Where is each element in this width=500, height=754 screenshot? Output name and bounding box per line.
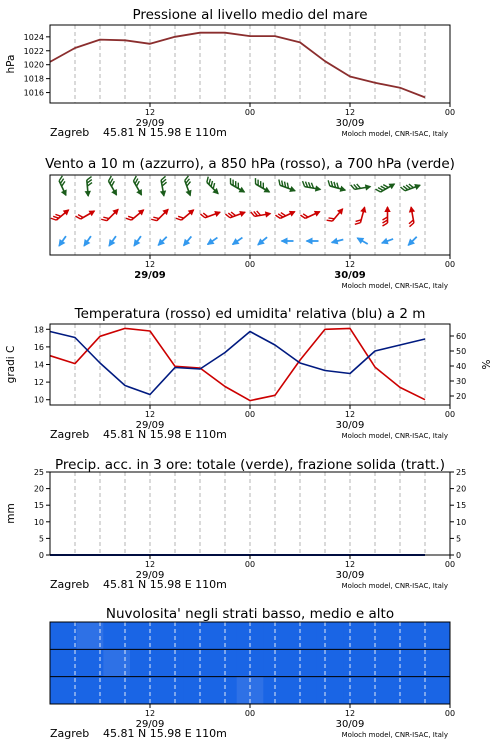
- location-city: Zagreb: [50, 428, 90, 441]
- date-label: 30/09: [335, 719, 365, 730]
- wind-barb-head: [111, 189, 120, 197]
- x-tick-label: 12: [344, 410, 356, 419]
- wind-barb: [406, 206, 418, 227]
- y-tick-label: 1020: [23, 60, 44, 70]
- wind-barb-feather: [228, 178, 233, 184]
- panel-title: Nuvolosita' negli strati basso, medio e alto: [105, 606, 395, 622]
- wind-barb: [400, 180, 422, 195]
- y-tick-label: 20: [33, 484, 44, 494]
- wind-barb: [83, 177, 93, 198]
- plot-border: [50, 324, 450, 405]
- wind-barb: [230, 235, 245, 248]
- cloud-cell: [370, 677, 397, 705]
- wind-barb: [255, 234, 269, 248]
- y-tick-label: 12: [33, 378, 44, 388]
- wind-arrow-head: [380, 238, 389, 247]
- wind-barb: [351, 182, 372, 194]
- y-tick-label-right: 40: [456, 362, 467, 371]
- y-tick-label: 1022: [23, 46, 44, 56]
- wind-barb: [104, 176, 121, 197]
- date-label: 30/09: [335, 570, 365, 581]
- panel-title: Vento a 10 m (azzurro), a 850 hPa (rosso), a 700 hPa (verde): [45, 156, 455, 172]
- y-tick-label: 10: [33, 395, 44, 405]
- cloud-cell: [183, 677, 210, 705]
- wind-barb-head: [408, 206, 415, 213]
- cloud-cell: [103, 677, 130, 705]
- date-label: 30/09: [335, 420, 365, 431]
- wind-barb: [131, 234, 144, 249]
- wind-barb: [383, 206, 391, 226]
- cloud-cell: [397, 677, 424, 705]
- cloud-cell: [317, 649, 344, 677]
- model-credit: Moloch model, CNR-ISAC, Italy: [341, 582, 448, 590]
- y-tick-label: 15: [33, 501, 44, 511]
- wind-barb-head: [340, 186, 347, 194]
- cloud-cell: [423, 622, 450, 650]
- y-tick-label: 10: [33, 517, 44, 527]
- date-label: 29/09: [135, 118, 165, 129]
- wind-barb-head: [61, 189, 69, 197]
- panel-title: Pressione al livello medio del mare: [132, 7, 368, 23]
- cloud-cell: [183, 649, 210, 677]
- x-tick-label: 12: [144, 410, 156, 419]
- y-tick-label-right: 15: [456, 501, 467, 511]
- wind-barb-head: [265, 210, 272, 217]
- wind-barb: [101, 205, 121, 225]
- wind-barb: [355, 205, 368, 226]
- y-tick-label-right: 25: [456, 468, 467, 477]
- location-coords: 45.81 N 15.98 E 110m: [103, 727, 227, 740]
- y-tick-label: 18: [33, 325, 44, 335]
- y-tick-label: 1016: [23, 88, 44, 98]
- wind-barb: [281, 238, 294, 245]
- x-tick-label: 12: [144, 709, 156, 718]
- cloud-cell: [210, 649, 237, 677]
- cloud-cell: [50, 677, 77, 705]
- wind-barb-feather: [277, 180, 282, 186]
- x-tick-label: 00: [444, 410, 456, 419]
- y-tick-label: 5: [38, 534, 44, 544]
- cloud-cell: [157, 649, 184, 677]
- location-city: Zagreb: [50, 727, 90, 740]
- wind-barb: [276, 180, 298, 195]
- y-axis-label: gradi C: [5, 345, 17, 384]
- cloud-cell: [50, 622, 77, 650]
- x-tick-label: 00: [444, 260, 456, 269]
- x-tick-label: 00: [244, 108, 256, 117]
- panel-title: Precip. acc. in 3 ore: totale (verde), frazione solida (tratt.): [55, 457, 445, 473]
- x-tick-label: 12: [144, 260, 156, 269]
- wind-barb: [300, 207, 322, 223]
- location-coords: 45.81 N 15.98 E 110m: [103, 578, 227, 591]
- cloud-cell: [130, 677, 157, 705]
- wind-barb-head: [214, 209, 222, 217]
- wind-barb: [405, 234, 419, 248]
- cloud-cell: [317, 622, 344, 650]
- model-credit: Moloch model, CNR-ISAC, Italy: [341, 282, 448, 290]
- wind-barb-head: [315, 185, 322, 192]
- temperature-line: [50, 328, 425, 400]
- cloud-cell: [263, 677, 290, 705]
- y-axis-label: mm: [5, 503, 17, 524]
- y-tick-label-right: 10: [456, 517, 467, 527]
- wind-barb: [202, 177, 222, 197]
- cloud-cell: [397, 649, 424, 677]
- wind-barb: [226, 178, 247, 195]
- wind-barb-head: [85, 191, 92, 198]
- date-label: 29/09: [135, 570, 165, 581]
- wind-barb: [251, 178, 272, 195]
- cloud-cell: [130, 649, 157, 677]
- wind-arrow-head: [306, 238, 313, 245]
- wind-barb: [51, 205, 72, 224]
- x-tick-label: 00: [244, 260, 256, 269]
- wind-barb: [81, 234, 94, 249]
- y-tick-label: 16: [33, 342, 44, 352]
- wind-barb: [306, 238, 319, 245]
- cloud-cell: [290, 649, 317, 677]
- x-tick-label: 00: [244, 709, 256, 718]
- wind-barb: [56, 234, 69, 249]
- wind-barb: [181, 176, 196, 198]
- wind-barb: [200, 207, 222, 222]
- wind-barb: [151, 205, 171, 225]
- y-tick-label: 25: [33, 468, 44, 477]
- cloud-cell: [423, 649, 450, 677]
- y-axis-label-right: %: [481, 359, 493, 370]
- x-tick-label: 12: [344, 709, 356, 718]
- wind-barb: [129, 176, 146, 197]
- wind-barb-feather: [327, 180, 331, 186]
- model-credit: Moloch model, CNR-ISAC, Italy: [341, 130, 448, 138]
- wind-barb: [225, 207, 247, 222]
- location-coords: 45.81 N 15.98 E 110m: [103, 428, 227, 441]
- wind-barb-head: [360, 205, 368, 212]
- cloud-cell: [210, 622, 237, 650]
- cloud-cell: [343, 649, 370, 677]
- wind-barb-feather: [253, 178, 258, 184]
- location-coords: 45.81 N 15.98 E 110m: [103, 126, 227, 139]
- cloud-cell: [317, 677, 344, 705]
- cloud-cell: [210, 677, 237, 705]
- date-label: 30/09: [335, 118, 365, 129]
- wind-barb: [355, 234, 370, 247]
- wind-barb: [75, 206, 96, 223]
- wind-barb-head: [289, 186, 297, 194]
- y-tick-label-right: 20: [456, 392, 467, 401]
- wind-barb-head: [414, 182, 422, 190]
- cloud-cell: [370, 622, 397, 650]
- cloud-cell: [290, 622, 317, 650]
- cloud-cell: [183, 622, 210, 650]
- cloud-cell: [263, 649, 290, 677]
- wind-barb: [155, 234, 169, 248]
- cloud-cell: [370, 649, 397, 677]
- date-label: 30/09: [334, 270, 366, 281]
- cloud-cell: [290, 677, 317, 705]
- date-label: 29/09: [134, 270, 166, 281]
- cloud-cell: [103, 622, 130, 650]
- wind-barb: [375, 179, 396, 196]
- wind-barb: [176, 205, 197, 224]
- wind-barb: [180, 234, 194, 248]
- x-tick-label: 12: [144, 108, 156, 117]
- wind-barb-head: [384, 206, 390, 212]
- cloud-cell: [343, 622, 370, 650]
- date-label: 29/09: [135, 719, 165, 730]
- location-city: Zagreb: [50, 126, 90, 139]
- model-credit: Moloch model, CNR-ISAC, Italy: [341, 432, 448, 440]
- wind-barb-head: [136, 189, 145, 197]
- cloud-cell: [103, 649, 130, 677]
- x-tick-label: 12: [144, 560, 156, 569]
- x-tick-label: 00: [444, 709, 456, 718]
- y-tick-label: 14: [33, 360, 44, 370]
- wind-barb: [275, 207, 297, 223]
- wind-barb-head: [239, 209, 247, 217]
- wind-barb-head: [186, 190, 194, 198]
- y-tick-label-right: 5: [456, 534, 462, 544]
- x-tick-label: 00: [444, 108, 456, 117]
- x-tick-label: 12: [344, 108, 356, 117]
- wind-barb-feather: [355, 221, 361, 225]
- panel-title: Temperatura (rosso) ed umidita' relativa (blu) a 2 m: [74, 306, 426, 322]
- cloud-cell: [130, 622, 157, 650]
- wind-barb-head: [289, 208, 297, 216]
- cloud-cell: [157, 622, 184, 650]
- wind-barb: [327, 205, 346, 226]
- wind-barb: [55, 176, 71, 198]
- wind-barb-head: [88, 208, 96, 217]
- wind-barb-head: [365, 183, 372, 190]
- model-credit: Moloch model, CNR-ISAC, Italy: [341, 731, 448, 739]
- wind-arrow-head: [281, 238, 288, 245]
- wind-barb-head: [263, 187, 271, 196]
- y-tick-label-right: 30: [456, 377, 467, 386]
- x-tick-label: 12: [344, 260, 356, 269]
- date-label: 29/09: [135, 420, 165, 431]
- wind-arrow-head: [355, 234, 365, 244]
- humidity-line: [50, 332, 425, 395]
- cloud-cell: [397, 622, 424, 650]
- wind-barb-head: [388, 181, 396, 190]
- wind-barb: [106, 234, 119, 249]
- y-tick-label-right: 20: [456, 484, 467, 494]
- wind-barb: [126, 205, 147, 224]
- cloud-cell: [157, 677, 184, 705]
- location-city: Zagreb: [50, 578, 90, 591]
- pressure-line: [50, 33, 425, 98]
- cloud-cell: [50, 649, 77, 677]
- y-axis-label: hPa: [5, 54, 17, 74]
- y-tick-label-right: 60: [456, 332, 467, 341]
- y-tick-label-right: 50: [456, 347, 467, 356]
- wind-barb: [301, 181, 322, 193]
- wind-barb: [380, 236, 395, 247]
- x-tick-label: 12: [344, 560, 356, 569]
- y-tick-label: 1018: [23, 74, 44, 84]
- wind-barb-feather: [383, 223, 388, 226]
- wind-barb: [251, 209, 272, 221]
- wind-barb: [205, 235, 220, 248]
- wind-barb: [157, 176, 169, 197]
- x-tick-label: 00: [444, 560, 456, 569]
- wind-barb-head: [238, 187, 246, 196]
- wind-arrow-head: [330, 238, 339, 247]
- wind-barb: [326, 180, 347, 193]
- wind-barb: [330, 236, 344, 246]
- cloud-cell: [423, 677, 450, 705]
- y-tick-label-right: 0: [456, 551, 462, 560]
- cloud-cell: [343, 677, 370, 705]
- wind-barb-head: [314, 208, 322, 216]
- x-tick-label: 00: [244, 410, 256, 419]
- wind-barb-head: [160, 190, 167, 197]
- cloud-cell: [263, 622, 290, 650]
- x-tick-label: 00: [244, 560, 256, 569]
- y-tick-label: 0: [38, 551, 44, 560]
- y-tick-label: 1024: [23, 32, 44, 42]
